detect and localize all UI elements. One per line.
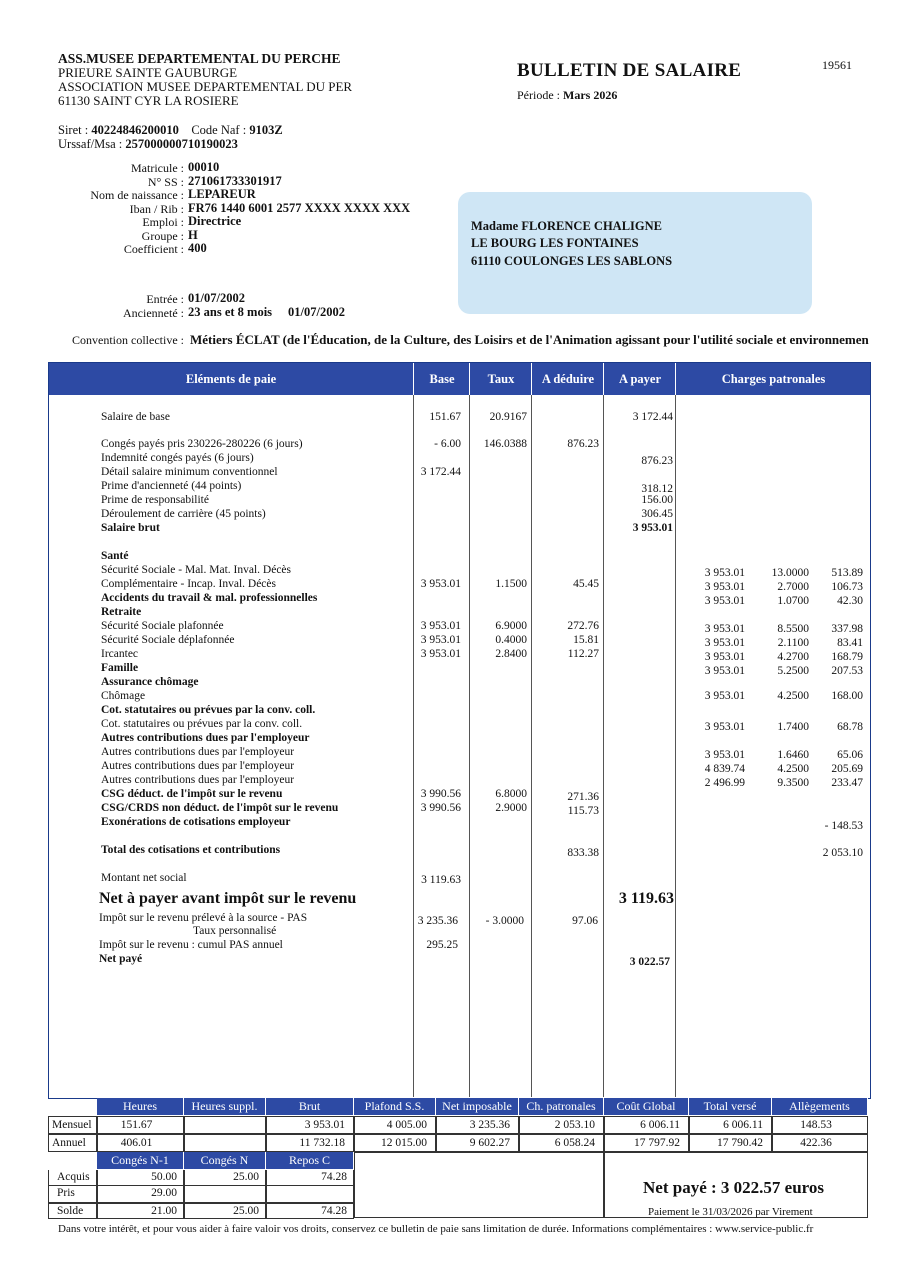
employer-line3: ASSOCIATION MUSEE DEPARTEMENTAL DU PER [58,79,353,94]
line-charge-amount: 233.47 [831,777,863,789]
line-payer: 306.45 [641,508,673,520]
convention-value: Métiers ÉCLAT (de l'Éducation, de la Culture, des Loisirs et de l'Animation agissant pour l'utilité sociale et environnemen [189,332,869,347]
line-label: Indemnité congés payés (6 jours) [101,452,254,464]
summary-cell: 2 053.10 [519,1116,604,1134]
table-header [49,363,870,395]
summary-cell: 148.53 [772,1116,868,1134]
employee-field-label: Coefficient : [123,242,184,256]
line-base: - 6.00 [434,438,461,450]
line-charge-amount: - 148.53 [824,820,863,832]
urssaf-value: 257000000710190023 [125,137,238,151]
employee-field-value: 400 [188,241,207,255]
employee-field-label: Groupe : [141,228,184,243]
line-taux: 2.9000 [495,802,527,814]
line-charge-rate: 5.2500 [777,665,809,677]
address-line3: 61110 COULONGES LES SABLONS [471,254,673,268]
employer-ids [58,123,283,151]
line-charge-rate: 4.2500 [777,690,809,702]
line-label: Autres contributions dues par l'employeur [101,746,295,758]
line-deduire: 272.76 [567,620,599,632]
header-charges: Charges patronales [675,363,871,395]
leave-cell: 29.00 [97,1186,184,1203]
leave-header: Congés N-1 [97,1152,184,1169]
summary-header: Heures [97,1098,184,1115]
leave-row-label: Solde [48,1203,97,1219]
line-base: 3 953.01 [420,634,461,646]
line-base: 3 953.01 [420,648,461,660]
summary-cell: 6 006.11 [689,1116,772,1134]
line-label: Chômage [101,690,146,702]
summary-cell [184,1116,266,1134]
line-label: Autres contributions dues par l'employeur [101,732,310,744]
column-divider [413,395,414,1097]
net-before-tax-value: 3 119.63 [618,890,674,907]
summary-row-label: Mensuel [48,1116,97,1134]
line-charge-base: 3 953.01 [704,749,745,761]
line-label: Prime d'ancienneté (44 points) [101,480,242,492]
column-divider [675,395,676,1097]
summary-header: Allègements [772,1098,868,1115]
line-charge-base: 3 953.01 [704,581,745,593]
period-value: Mars 2026 [563,88,618,102]
document-title: BULLETIN DE SALAIRE [517,60,742,81]
summary-header: Brut [266,1098,354,1115]
summary-row-label: Annuel [48,1134,97,1152]
line-payer: 876.23 [641,455,673,467]
tax-line-pay: 3 022.57 [629,956,670,968]
employee-field-value: LEPAREUR [188,187,256,201]
tax-line-label: Taux personnalisé [193,925,277,937]
line-base: 3 172.44 [420,466,461,478]
tax-line-label: Impôt sur le revenu : cumul PAS annuel [99,939,283,951]
summary-cell: 3 953.01 [266,1116,354,1134]
line-payer: 318.12 [641,483,673,495]
line-charge-base: 3 953.01 [704,623,745,635]
line-charge-rate: 9.3500 [777,777,809,789]
convention [72,332,869,348]
tax-line-base: 295.25 [426,939,458,951]
line-taux: 146.0388 [483,438,527,450]
employer-block [58,52,352,108]
line-taux: 0.4000 [495,634,527,646]
address-line2: LE BOURG LES FONTAINES [471,236,639,250]
employee-field-value: 00010 [188,160,220,174]
leave-cell [266,1186,354,1203]
line-label: Prime de responsabilité [101,494,209,506]
employee-field-label: Nom de naissance : [90,188,184,202]
column-divider [531,395,532,1097]
summary-header: Coût Global [604,1098,689,1115]
net-paid-total: Net payé : 3 022.57 euros [643,1178,824,1197]
leave-row-label: Pris [48,1186,97,1203]
line-deduire: 45.45 [573,578,599,590]
line-deduire: 112.27 [567,648,599,660]
entree-value: 01/07/2002 [188,291,245,305]
line-label: Autres contributions dues par l'employeur [101,760,295,772]
line-payer: 3 172.44 [632,411,673,423]
employee-field-label: Emploi : [142,215,184,229]
summary-cell: 4 005.00 [354,1116,436,1134]
line-charge-amount: 207.53 [831,665,863,677]
document-number: 19561 [822,58,852,72]
line-charge-amount: 205.69 [831,763,863,775]
line-deduire: 115.73 [567,805,599,817]
summary-cell [184,1134,266,1152]
summary-cell: 9 602.27 [436,1134,519,1152]
line-charge-base: 3 953.01 [704,721,745,733]
line-taux: 6.8000 [495,788,527,800]
line-base: 3 953.01 [420,620,461,632]
line-taux: 1.1500 [495,578,527,590]
legal-notice: Dans votre intérêt, et pour vous aider à faire valoir vos droits, conservez ce bulletin de paie sans limitation de durée. Informations complémentaires : www.service-public.fr [58,1223,814,1235]
line-payer: 156.00 [641,494,673,506]
line-taux: 6.9000 [495,620,527,632]
line-charge-rate: 4.2700 [777,651,809,663]
leave-spacer [354,1152,604,1218]
employee-field-label: Iban / Rib : [129,201,184,216]
line-label: Accidents du travail & mal. professionnelles [101,592,318,604]
line-deduire: 833.38 [567,847,599,859]
line-charge-rate: 8.5500 [777,623,809,635]
summary-cell: 17 797.92 [604,1134,689,1152]
line-deduire: 15.81 [573,634,599,646]
line-charge-base: 2 496.99 [704,777,745,789]
line-base: 3 953.01 [420,578,461,590]
line-charge-amount: 68.78 [837,721,863,733]
employee-field-value: Directrice [188,214,242,228]
siret-label: Siret : [58,123,92,137]
line-charge-base: 3 953.01 [704,651,745,663]
line-label: Montant net social [101,872,187,884]
line-charge-rate: 2.7000 [777,581,809,593]
employee-field-value: FR76 1440 6001 2577 XXXX XXXX XXX [188,200,411,215]
employee-field-value: H [188,227,198,242]
recipient-address [458,192,812,314]
line-label: Autres contributions dues par l'employeur [101,774,295,786]
employer-line4: 61130 SAINT CYR LA ROSIERE [58,93,239,108]
line-base: 3 119.63 [421,874,461,886]
leave-header: Repos C [266,1152,354,1169]
summary-header: Heures suppl. [184,1098,266,1115]
summary-cell: 151.67 [97,1116,184,1134]
header-elements: Eléments de paie [185,372,277,386]
line-label: Famille [101,662,139,674]
line-charge-rate: 2.1100 [777,637,809,649]
leave-cell: 25.00 [184,1170,266,1186]
line-label: Sécurité Sociale - Mal. Mat. Inval. Décès [101,564,292,576]
summary-cell: 17 790.42 [689,1134,772,1152]
line-deduire: 271.36 [567,791,599,803]
convention-label: Convention collective : [72,333,184,347]
line-label: Congés payés pris 230226-280226 (6 jours) [101,438,303,450]
line-label: Salaire brut [101,522,160,534]
line-label: Salaire de base [101,411,170,423]
employee-field-label: N° SS : [147,174,184,189]
line-label: Détail salaire minimum conventionnel [101,466,278,478]
header-deduire: A déduire [531,363,604,395]
entree-label: Entrée : [146,292,184,306]
leave-cell: 21.00 [97,1203,184,1219]
summary-cell: 6 058.24 [519,1134,604,1152]
line-label: Cot. statutaires ou prévues par la conv. coll. [101,718,303,730]
line-base: 151.67 [429,411,461,423]
line-charge-base: 3 953.01 [704,567,745,579]
leave-cell: 25.00 [184,1203,266,1219]
tax-line-base: 3 235.36 [417,915,458,927]
line-charge-amount: 65.06 [837,749,863,761]
line-charge-amount: 513.89 [831,567,863,579]
naf-value: 9103Z [249,123,283,137]
anciennete-value: 23 ans et 8 mois [188,305,273,319]
net-before-tax-label: Net à payer avant impôt sur le revenu [99,890,357,907]
line-charge-rate: 1.6460 [777,749,809,761]
leave-row-label: Acquis [48,1170,97,1186]
line-label: Santé [101,550,129,562]
line-charge-amount: 337.98 [831,623,863,635]
summary-cell: 6 006.11 [604,1116,689,1134]
summary-cell: 11 732.18 [266,1134,354,1152]
summary-cell: 3 235.36 [436,1116,519,1134]
line-charge-amount: 168.79 [831,651,863,663]
leave-cell: 50.00 [97,1170,184,1186]
line-charge-amount: 83.41 [837,637,863,649]
line-label: Retraite [101,606,142,618]
line-charge-rate: 4.2500 [777,763,809,775]
anciennete-date: 01/07/2002 [288,305,345,319]
leave-cell [184,1186,266,1203]
line-label: Sécurité Sociale plafonnée [101,620,224,632]
leave-cell: 74.28 [266,1170,354,1186]
line-charge-base: 3 953.01 [704,690,745,702]
siret-value: 40224846200010 [91,123,179,137]
line-charge-base: 3 953.01 [704,665,745,677]
line-label: Assurance chômage [101,676,199,688]
line-label: Déroulement de carrière (45 points) [101,508,266,520]
period [517,88,617,103]
tax-line-label: Impôt sur le revenu prélevé à la source - PAS [99,912,308,924]
line-charge-rate: 1.0700 [777,595,809,607]
line-label: Sécurité Sociale déplafonnée [101,634,235,646]
line-charge-amount: 2 053.10 [822,847,863,859]
period-label: Période : [517,88,563,102]
payment-info: Paiement le 31/03/2026 par Virement [648,1206,813,1218]
line-label: Exonérations de cotisations employeur [101,816,291,828]
line-taux: 2.8400 [495,648,527,660]
line-base: 3 990.56 [420,802,461,814]
header-base: Base [413,363,470,395]
line-label: Complémentaire - Incap. Inval. Décès [101,578,276,590]
summary-header: Total versé [689,1098,772,1115]
line-label: Cot. statutaires ou prévues par la conv. coll. [101,704,316,716]
address-line1: Madame FLORENCE CHALIGNE [471,219,662,233]
employee-field-label: Matricule : [131,161,184,175]
summary-header: Plafond S.S. [354,1098,436,1115]
summary-header: Net imposable [436,1098,519,1115]
line-charge-base: 3 953.01 [704,637,745,649]
summary-cell: 12 015.00 [354,1134,436,1152]
line-label: CSG/CRDS non déduct. de l'impôt sur le revenu [101,802,339,814]
line-label: Ircantec [101,648,139,660]
tax-line-rate: - 3.0000 [485,915,524,927]
header-taux: Taux [469,363,532,395]
header-payer: A payer [603,363,676,395]
line-charge-amount: 168.00 [831,690,863,702]
employer-line2: PRIEURE SAINTE GAUBURGE [58,65,238,80]
line-charge-rate: 1.7400 [777,721,809,733]
line-taux: 20.9167 [489,411,527,423]
summary-cell: 406.01 [97,1134,184,1152]
employee-field-value: 271061733301917 [188,173,282,188]
summary-cell: 422.36 [772,1134,868,1152]
summary-header: Ch. patronales [519,1098,604,1115]
pay-elements-table [48,362,871,1099]
line-base: 3 990.56 [420,788,461,800]
line-payer: 3 953.01 [632,522,673,534]
leave-cell: 74.28 [266,1203,354,1219]
anciennete-label: Ancienneté : [123,306,184,320]
line-label: CSG déduct. de l'impôt sur le revenu [101,788,283,800]
naf-label: Code Naf : [191,123,250,137]
urssaf-label: Urssaf/Msa : [58,137,126,151]
line-label: Total des cotisations et contributions [101,844,281,856]
line-charge-rate: 13.0000 [771,567,809,579]
employer-name: ASS.MUSEE DEPARTEMENTAL DU PERCHE [58,51,341,66]
line-charge-base: 4 839.74 [704,763,745,775]
column-divider [469,395,470,1097]
tax-line-label: Net payé [99,953,143,965]
tax-line-deduct: 97.06 [572,915,598,927]
line-charge-amount: 42.30 [837,595,863,607]
leave-header: Congés N [184,1152,266,1169]
line-charge-amount: 106.73 [831,581,863,593]
line-deduire: 876.23 [567,438,599,450]
line-charge-base: 3 953.01 [704,595,745,607]
